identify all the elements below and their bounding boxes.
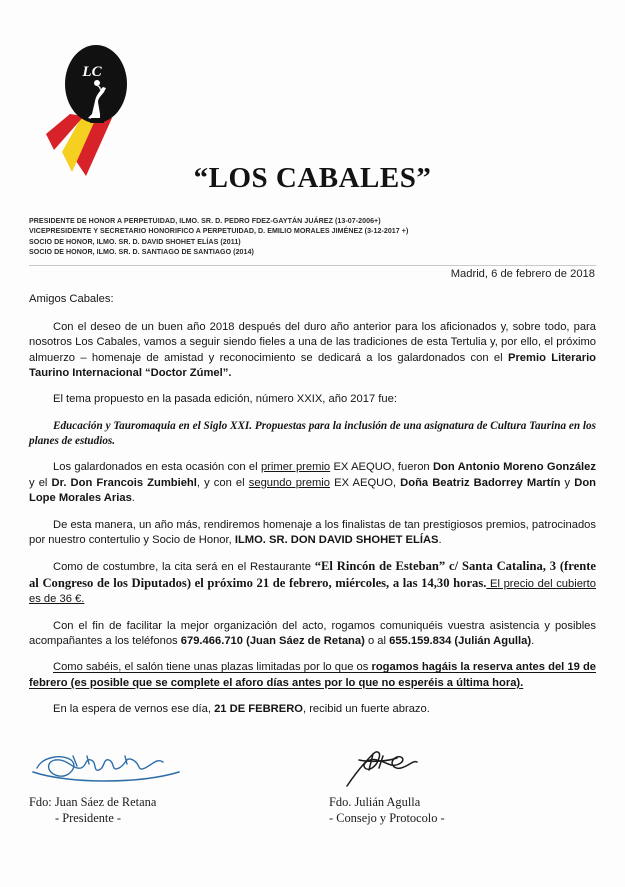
phone-contact-1: 679.466.710 (Juan Sáez de Retana) [180, 635, 365, 648]
signer-role: - Presidente - [55, 811, 122, 825]
second-prize-underline: segundo premio [248, 476, 330, 489]
price-underline: El precio del cubierto es de 36 €. [29, 577, 596, 606]
venue-lead: Como de costumbre, la cita será en el Restaurante [53, 561, 315, 574]
signature-protocol [329, 748, 589, 826]
closing-lead: En la espera de vernos ese día, [53, 702, 215, 715]
sponsor-text-end: . [438, 534, 442, 547]
paragraph-sponsor [29, 518, 596, 549]
reservation-deadline-bold: rogamos hagáis la reserva antes del 19 de febrero (es posible que se complete el aforo días antes por lo que no esperéis a última hora). [29, 661, 597, 689]
awardee-name-1: Don Antonio Moreno González [432, 461, 596, 474]
honor-line: SOCIO DE HONOR, ILMO. SR. D. SANTIAGO DE SANTIAGO (2014) [29, 247, 254, 257]
awardee-name-4: Don Lope Morales Arias [29, 476, 596, 505]
paragraph-venue [29, 559, 596, 608]
signature-block [29, 748, 596, 858]
paragraph-reservation-notice [29, 660, 596, 691]
paragraph-theme-intro: El tema propuesto en la pasada edición, número XXIX, año 2017 fue: [53, 393, 397, 406]
rsvp-text-end: . [531, 635, 535, 648]
awardees-text-g: . [131, 492, 135, 505]
venue-details-bold: “El Rincón de Esteban” c/ Santa Catalina, 3 (frente al Congreso de los Diputados) el próximo 21 de febrero, miércoles, a las 14,30 horas. [29, 559, 596, 590]
paragraph-theme-title: Educación y Tauromaquia en el Siglo XXI. Propuestas para la inclusión de una asignatura de Cultura Taurina en los planes de estudios. [29, 419, 596, 448]
intro-text: Con el deseo de un buen año 2018 después del duro año anterior para los aficionados y, sobre todo, para nosotros Los Cabales, vamos a seguir siendo fieles a una de las tradiciones de esta Tertulia y, por ello, el próximo almuerzo – homenaje de amistad y reconocimiento se dedicará a los galardonados con el [29, 320, 596, 364]
awardees-text-e: EX AEQUO, [330, 476, 401, 489]
awardees-text-b: EX AEQUO, fueron [330, 461, 433, 474]
signature-president [29, 748, 289, 826]
honor-line: PRESIDENTE DE HONOR A PERPETUIDAD, ILMO. SR. D. PEDRO FDEZ-GAYTÁN JUÁREZ (13-07-2006+) [29, 216, 381, 225]
honor-line: SOCIO DE HONOR, ILMO. SR. D. DAVID SHOHET ELÍAS (2011) [29, 236, 241, 246]
paragraph-intro [29, 320, 596, 382]
rsvp-text: Con el fin de facilitar la mejor organización del acto, rogamos comuniquéis vuestra asistencia y posibles acompañantes a los teléfonos [29, 619, 596, 648]
awardees-text-c: y el [29, 476, 52, 489]
awardee-name-3: Doña Beatriz Badorrey Martín [400, 476, 561, 489]
signer-name: Fdo. Julián Agulla [329, 795, 421, 809]
signature-image-president [29, 748, 289, 790]
header-divider [29, 265, 596, 266]
paragraph-awardees [29, 460, 596, 507]
prize-name-bold: Premio Literario Taurino Internacional “Doctor Zúmel”. [29, 351, 597, 380]
closing-end: , recibid un fuerte abrazo. [302, 702, 430, 715]
event-date-bold: 21 DE FEBRERO [214, 702, 303, 715]
awardee-name-2: Dr. Don Francois Zumbiehl [51, 476, 197, 489]
reservation-lead: Como sabéis, el salón tiene unas plazas limitadas por lo que os [53, 661, 372, 674]
logo-initials-text: LC [82, 64, 102, 80]
honor-line: VICEPRESIDENTE Y SECRETARIO HONORIFICO A PERPETUIDAD, D. EMILIO MORALES JIMÉNEZ (3-12-2017 +) [29, 226, 409, 236]
paragraph-rsvp [29, 619, 596, 650]
signer-role: - Consejo y Protocolo - [329, 811, 445, 825]
paragraph-closing [29, 702, 596, 718]
honorary-members-header [29, 216, 459, 258]
page-title: “LOS CABALES” [193, 162, 432, 194]
awardees-text-d: , y con el [196, 476, 249, 489]
first-prize-underline: primer premio [260, 461, 331, 474]
rsvp-text-b: o al [364, 635, 390, 648]
letter-body [29, 292, 596, 728]
signer-name: Fdo: Juan Sáez de Retana [29, 795, 157, 809]
sponsor-text: De esta manera, un año más, rendiremos homenaje a los finalistas de tan prestigiosos premios, patrocinados por nuestro contertulio y Socio de Honor, [29, 518, 596, 547]
sponsor-name-bold: ILMO. SR. DON DAVID SHOHET ELÍAS [234, 534, 439, 547]
awardees-text-f: y [560, 476, 575, 489]
awardees-lead: Los galardonados en esta ocasión con el [53, 461, 261, 474]
signature-image-protocol [329, 748, 589, 790]
los-cabales-logo [34, 26, 144, 176]
date-line: Madrid, 6 de febrero de 2018 [450, 268, 595, 280]
phone-contact-2: 655.159.834 (Julián Agulla) [389, 635, 532, 648]
greeting-line: Amigos Cabales: [29, 293, 114, 305]
